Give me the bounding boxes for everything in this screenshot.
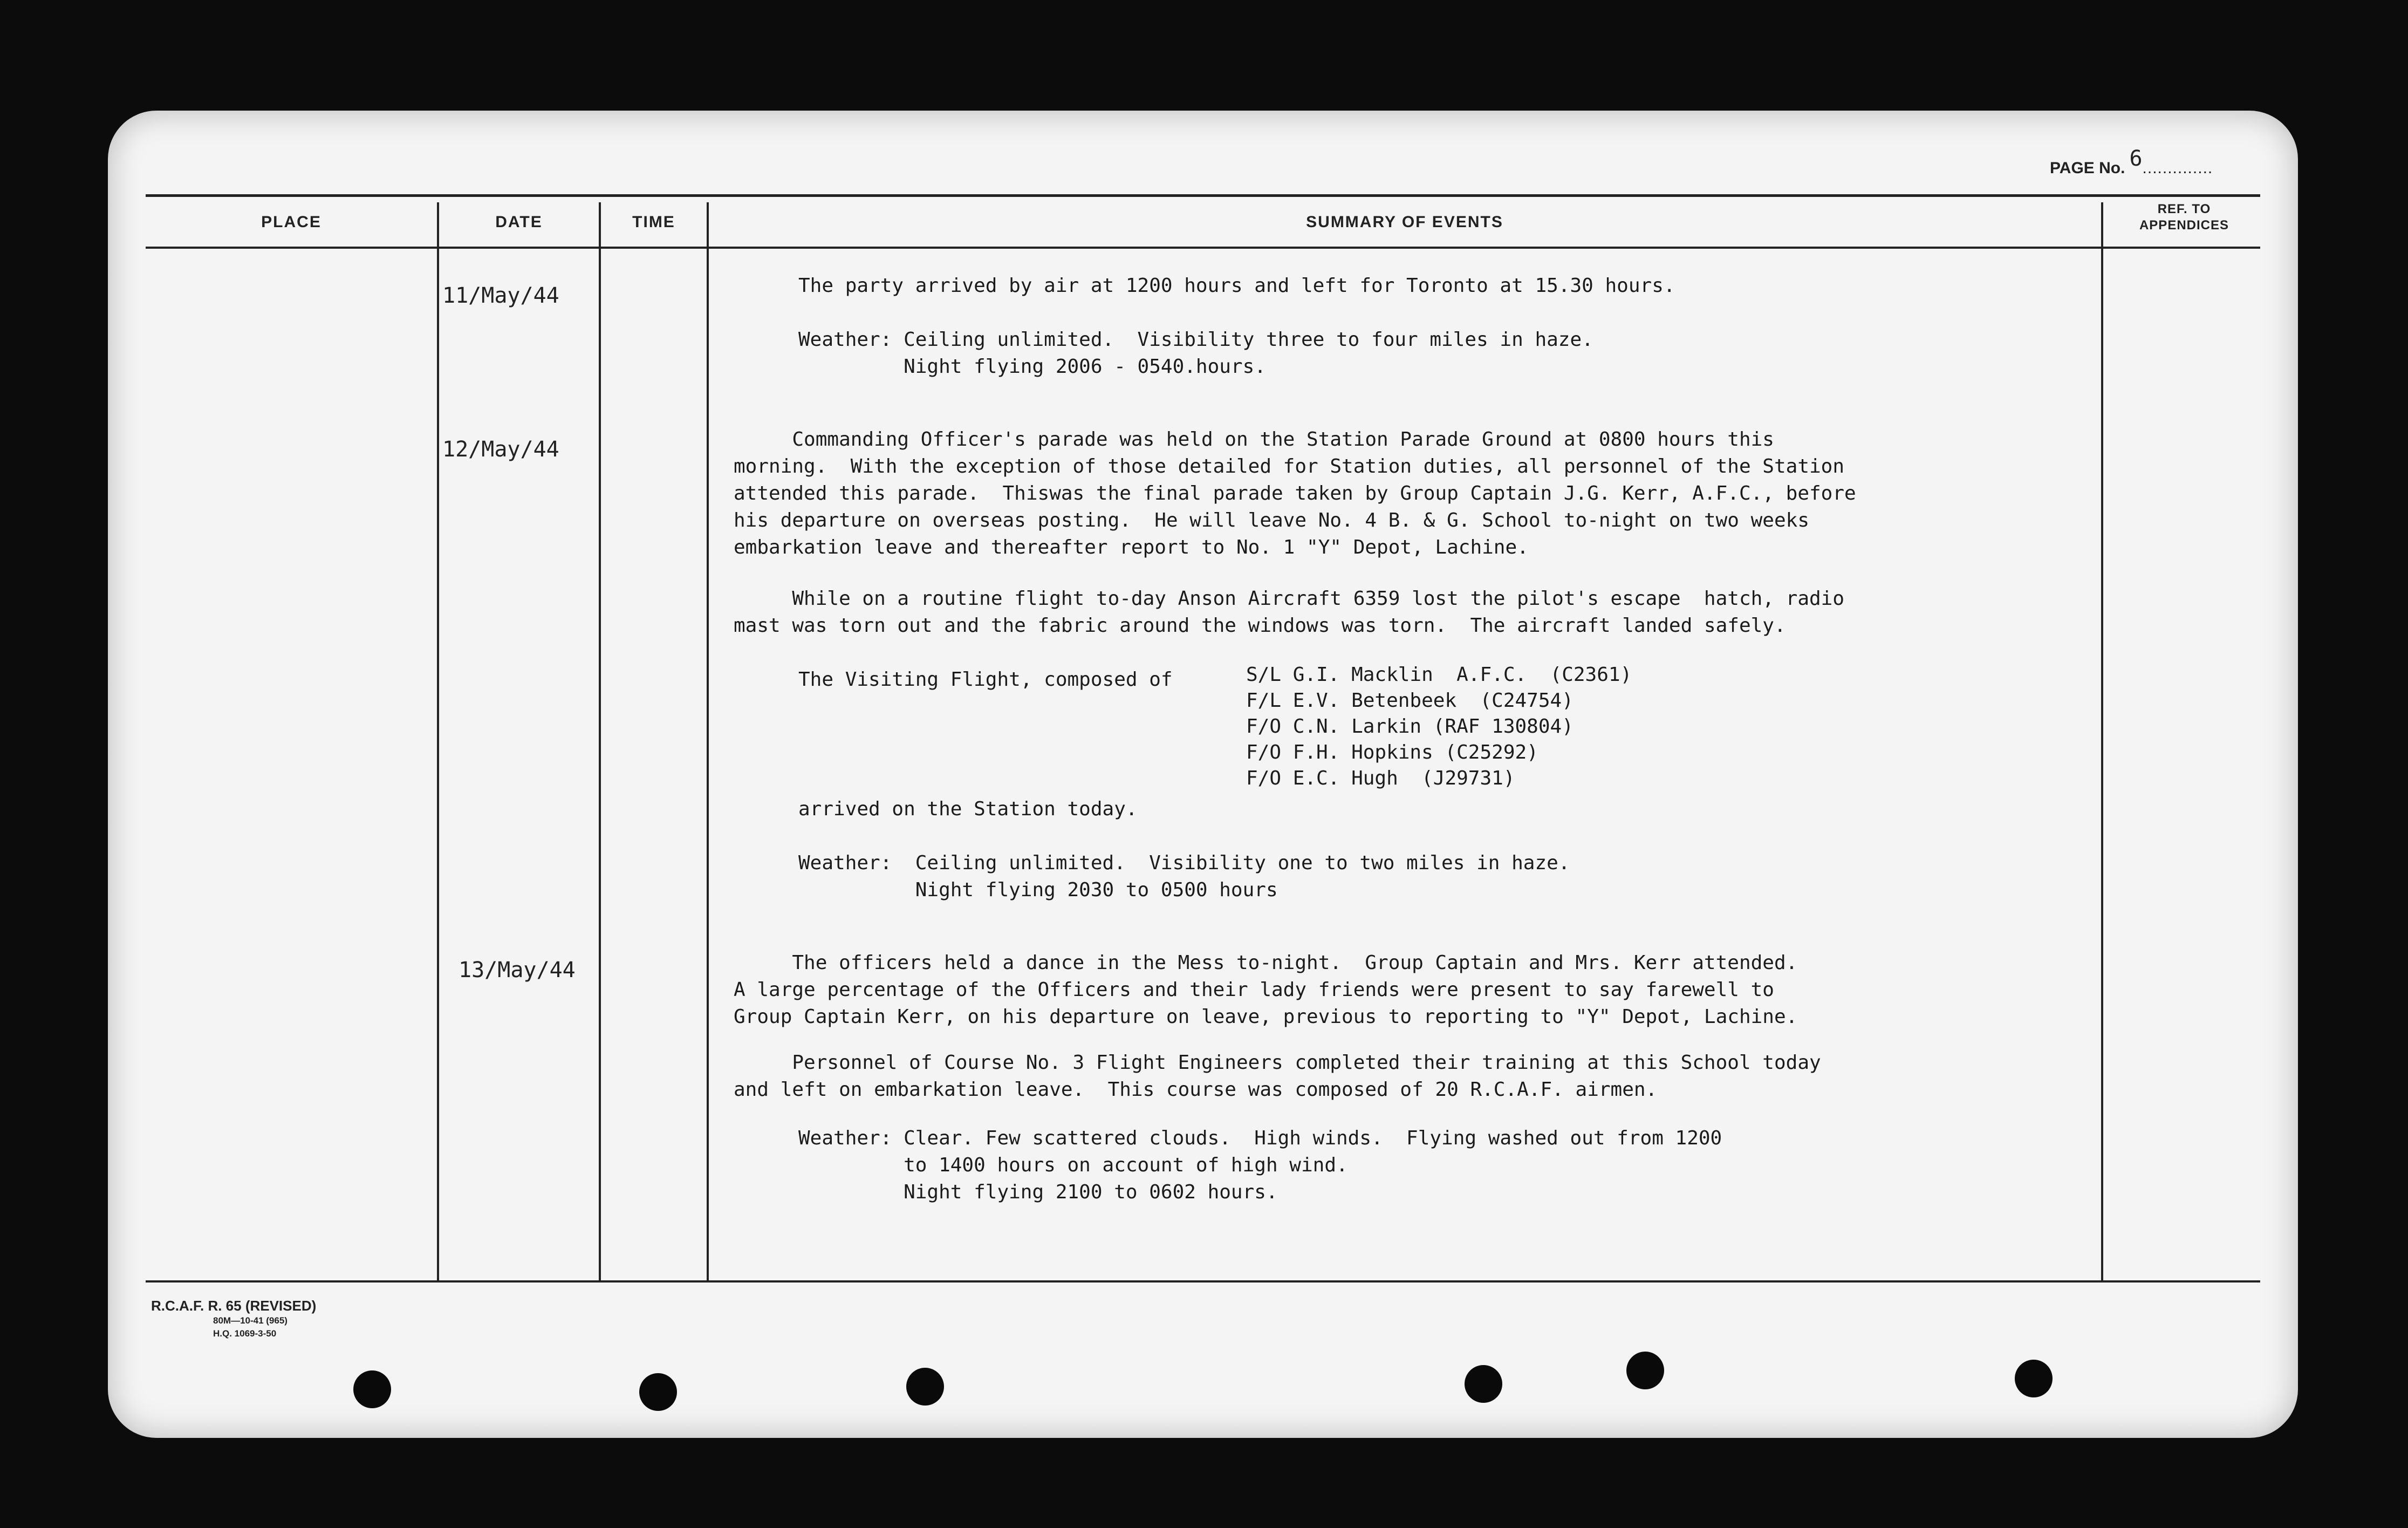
- entry-paragraph: The party arrived by air at 1200 hours and left for Toronto at 15.30 hours.: [798, 275, 1675, 297]
- col-header-ref: [2103, 201, 2265, 234]
- punch-hole: [2015, 1360, 2053, 1397]
- header-bottom-rule: [146, 247, 2260, 249]
- hq-code: H.Q. 1069-3-50: [213, 1328, 277, 1339]
- summary-ref-divider: [2101, 202, 2103, 1281]
- entry-date: 12/May/44: [442, 437, 559, 462]
- weather-paragraph: Weather: Ceiling unlimited. Visibility three to four miles in haze. Night flying 2006 - 0540.hours.: [798, 329, 1593, 378]
- form-number: R.C.A.F. R. 65 (REVISED): [151, 1298, 317, 1314]
- entry-paragraph: arrived on the Station today.: [798, 798, 1138, 820]
- page-no-value: 6: [2129, 146, 2143, 171]
- war-diary-form: [108, 111, 2298, 1438]
- col-header-summary: SUMMARY OF EVENTS: [1306, 213, 1503, 231]
- entry-date: 11/May/44: [442, 283, 559, 308]
- form-footer: [151, 1298, 316, 1340]
- weather-paragraph: Weather: Ceiling unlimited. Visibility one to two miles in haze. Night flying 2030 to 0500 hours: [798, 852, 1570, 901]
- place-date-divider: [437, 202, 439, 1281]
- print-code: 80M—10-41 (965): [213, 1315, 288, 1326]
- ref-line-1: REF. TO: [2157, 202, 2211, 216]
- ref-line-2: APPENDICES: [2139, 218, 2229, 233]
- page-number: [2050, 146, 2213, 179]
- visiting-flight-roster: S/L G.I. Macklin A.F.C. (C2361) F/L E.V. Betenbeek (C24754) F/O C.N. Larkin (RAF 130804) F/O F.H. Hopkins (C25292) F/O E.C. Hugh (J29731): [1246, 664, 1632, 789]
- entry-paragraph: While on a routine flight to-day Anson Aircraft 6359 lost the pilot's escape hatch, radio mast was torn out and the fabric around the windows was torn. The aircraft landed safely.: [734, 588, 1845, 637]
- page-no-label: PAGE No.: [2050, 159, 2125, 177]
- col-header-time: TIME: [632, 213, 675, 231]
- weather-paragraph: Weather: Clear. Few scattered clouds. High winds. Flying washed out from 1200 to 1400 hours on account of high wind. Night flying 2100 to 0602 hours.: [798, 1127, 1722, 1203]
- punch-hole: [1465, 1365, 1502, 1403]
- page-no-dots: ..............: [2142, 159, 2213, 177]
- time-summary-divider: [707, 202, 709, 1281]
- entry-paragraph: The officers held a dance in the Mess to-night. Group Captain and Mrs. Kerr attended. A large percentage of the Officers and their lady friends were present to say farewell to Group Captain Kerr, on his departure on leave, previous to reporting to "Y" Depot, Lachine.: [734, 952, 1798, 1028]
- entry-date: 13/May/44: [459, 958, 576, 983]
- punch-hole: [1626, 1352, 1664, 1389]
- visiting-flight-intro: The Visiting Flight, composed of: [798, 668, 1173, 691]
- header-top-rule: [146, 194, 2260, 197]
- date-time-divider: [599, 202, 601, 1281]
- table-bottom-rule: [146, 1280, 2260, 1283]
- entry-paragraph: Personnel of Course No. 3 Flight Engineers completed their training at this School today and left on embarkation leave. This course was composed of 20 R.C.A.F. airmen.: [734, 1052, 1821, 1101]
- col-header-place: PLACE: [261, 213, 321, 231]
- punch-hole: [906, 1368, 944, 1406]
- punch-hole: [639, 1373, 677, 1411]
- entry-paragraph: Commanding Officer's parade was held on the Station Parade Ground at 0800 hours this morning. With the exception of those detailed for Station duties, all personnel of the Station attended this parade. Thiswas the final parade taken by Group Captain J.G. Kerr, A.F.C., before his departure on overseas posting. He will leave No. 4 B. & G. School to-night on two weeks embarkation leave and thereafter report to No. 1 "Y" Depot, Lachine.: [734, 428, 1856, 558]
- col-header-date: DATE: [495, 213, 543, 231]
- punch-hole: [353, 1370, 391, 1408]
